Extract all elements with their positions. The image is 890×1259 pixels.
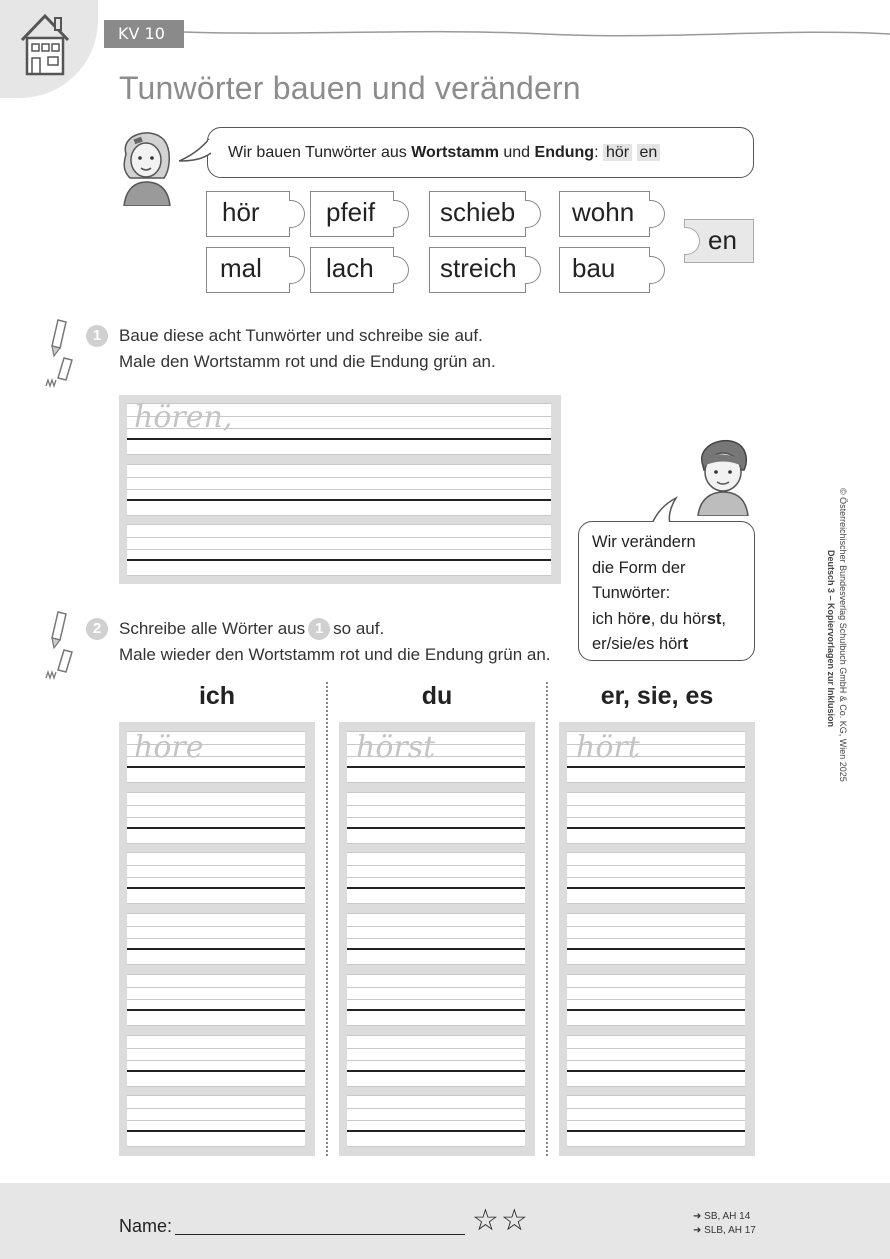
writing-lines[interactable] [347, 792, 525, 844]
ending-st: st [706, 609, 722, 628]
task1-instructions [119, 323, 496, 375]
piece-tab [393, 256, 409, 284]
word-piece-label: mal [220, 253, 262, 283]
ending-e: e [641, 609, 651, 628]
name-label: Name: [119, 1216, 173, 1236]
task-reference-1: 1 [308, 618, 330, 640]
column-head-du: du [421, 682, 453, 710]
piece-tab [525, 200, 541, 228]
ending-example: en [637, 144, 661, 161]
word-piece-label: pfeif [326, 197, 376, 227]
piece-tab [289, 256, 305, 284]
writing-lines[interactable] [567, 792, 745, 844]
writing-lines[interactable] [127, 913, 305, 965]
book-title: Deutsch 3 – Kopiervorlagen zur Inklusion [826, 550, 836, 728]
model-word-du: hörst [356, 730, 436, 765]
task1-line: Male den Wortstamm rot und die Endung grün an. [119, 352, 496, 371]
task-number-2: 2 [86, 618, 108, 640]
piece-tab [649, 200, 665, 228]
wortstamm-bold: Wortstamm [411, 144, 499, 161]
writing-lines[interactable] [127, 1035, 305, 1087]
writing-lines[interactable] [347, 852, 525, 904]
speech-text-part: Wir bauen Tunwörter aus [228, 144, 412, 161]
column-head-er-sie-es: er, sie, es [600, 682, 714, 710]
piece-tab [289, 200, 305, 228]
word-piece-label: hör [222, 197, 260, 227]
speech-line: Wir verändern [592, 533, 696, 551]
speech-part: , du hör [650, 609, 707, 628]
house-icon [18, 10, 72, 78]
speech-text-girl [228, 144, 660, 162]
star-icon: ☆☆ [472, 1203, 530, 1238]
task2-instructions [119, 616, 551, 668]
writing-lines[interactable] [347, 1035, 525, 1087]
ending-piece-label: en [708, 225, 737, 255]
writing-lines[interactable] [567, 913, 745, 965]
speech-line: die Form der [592, 558, 686, 577]
writing-lines[interactable] [127, 852, 305, 904]
writing-lines[interactable] [567, 1095, 745, 1147]
speech-text-part: : [594, 144, 603, 161]
writing-lines[interactable] [567, 1035, 745, 1087]
word-piece-label: lach [326, 253, 374, 283]
writing-lines[interactable] [347, 1095, 525, 1147]
crayon-icon [44, 356, 76, 392]
task2-line: Male wieder den Wortstamm rot und die Endung grün an. [119, 645, 551, 664]
writing-lines[interactable] [127, 974, 305, 1026]
task-number-1: 1 [86, 325, 108, 347]
speech-line: Tunwörter: [592, 584, 671, 602]
ending-t: t [682, 635, 689, 653]
speech-line [592, 607, 726, 633]
column-divider [546, 682, 548, 1156]
name-input-line[interactable] [175, 1234, 465, 1235]
writing-lines[interactable] [127, 792, 305, 844]
writing-lines[interactable] [127, 464, 551, 516]
column-head-ich: ich [198, 682, 236, 710]
task1-line: Baue diese acht Tunwörter und schreibe sie auf. [119, 326, 483, 345]
model-word: hören, [134, 400, 233, 435]
kv-badge: KV 10 [104, 20, 184, 48]
piece-tab [649, 256, 665, 284]
word-piece-label: bau [572, 253, 616, 283]
word-piece-label: schieb [440, 197, 516, 227]
writing-lines[interactable] [127, 524, 551, 576]
word-piece-label: wohn [572, 197, 635, 227]
speech-text-part: und [498, 144, 535, 161]
writing-lines[interactable] [127, 1095, 305, 1147]
book-reference: ➜ SLB, AH 17 [693, 1225, 756, 1236]
speech-bubble-tail [648, 496, 678, 526]
column-divider [326, 682, 328, 1156]
speech-part: ich hör [592, 609, 642, 628]
word-piece-label: streich [440, 253, 517, 283]
copyright-text: © Österreichischer Bundesverlag Schulbuch GmbH & Co. KG, Wien 2025 [838, 488, 848, 782]
copyright-sidebar [826, 488, 858, 788]
task2-text: Schreibe alle Wörter aus [119, 619, 306, 638]
speech-part: er/sie/es hör [592, 635, 683, 653]
writing-lines[interactable] [567, 852, 745, 904]
header-rule [184, 22, 890, 42]
piece-tab [525, 256, 541, 284]
task2-line [119, 616, 551, 642]
task2-text: so auf. [333, 619, 385, 638]
crayon-icon [44, 648, 76, 684]
writing-lines[interactable] [347, 913, 525, 965]
boy-illustration [690, 432, 756, 516]
speech-line [592, 632, 726, 658]
writing-lines[interactable] [567, 974, 745, 1026]
piece-tab [393, 200, 409, 228]
stem-example: hör [603, 144, 632, 161]
model-word-ich: höre [134, 730, 204, 765]
speech-part: , [721, 609, 726, 628]
book-reference: ➜ SB, AH 14 [693, 1211, 751, 1222]
writing-lines[interactable] [347, 974, 525, 1026]
model-word-er: hört [576, 730, 640, 765]
speech-text-boy [592, 530, 726, 658]
speech-bubble-tail [179, 137, 215, 167]
girl-illustration [112, 124, 182, 206]
page-title: Tunwörter bauen und verändern [119, 70, 581, 106]
endung-bold: Endung [534, 144, 595, 161]
